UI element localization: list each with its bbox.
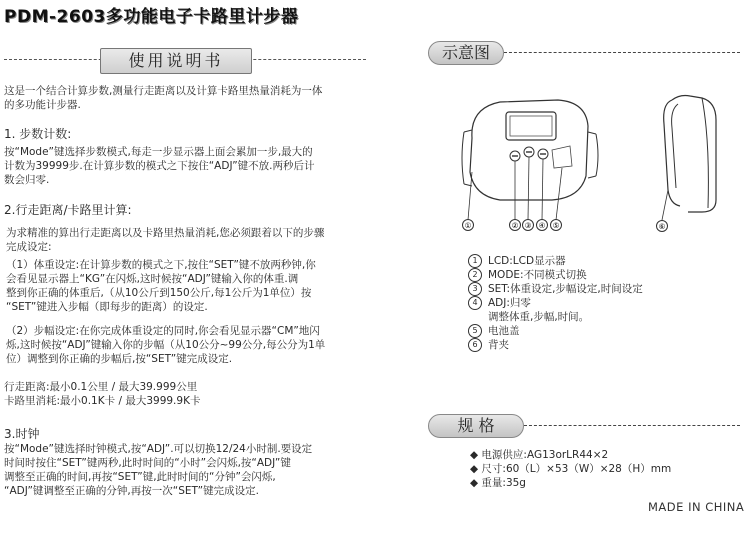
legend-text: ADJ:归零 调整体重,步幅,时间。	[488, 297, 590, 323]
section3-body: 按“Mode”键选择时钟模式,按“ADJ”.可以切换12/24小时制.要设定 时间时按住“SET”键两秒,此时时间的“小时”会闪烁,按“ADJ”键 调整至正确的时间,再按“SET”键,此时时间的“分钟”会闪烁, “ADJ”键调整至正确的分钟,再按一次“SET”键完成设定.	[4, 443, 313, 497]
legend-number: 1	[468, 254, 482, 268]
legend-text: SET:体重设定,步幅设定,时间设定	[488, 283, 643, 295]
callout-5: ⑤	[552, 221, 560, 230]
weight-setting-step: （1）体重设定:在计算步数的模式之下,按住“SET”键不放两秒钟,你 会看见显示器上“KG”在闪烁,这时候按“ADJ”键输入你的体重.调 整到你正确的体重后,（从10公斤到150公斤,每1公斤为1单位）按 “SET”键进入步幅（即每步的距离）的设定.	[6, 259, 316, 313]
callout-3: ③	[524, 221, 532, 230]
legend-item	[468, 282, 738, 296]
legend-number: 2	[468, 268, 482, 282]
legend-item	[468, 268, 738, 282]
legend-number: 3	[468, 282, 482, 296]
made-in-label: MADE IN CHINA	[648, 500, 745, 514]
diagram-header: 示意图	[428, 41, 504, 65]
legend-item	[468, 338, 738, 352]
specs-header-divider	[524, 425, 740, 426]
legend-number: 6	[468, 338, 482, 352]
adj-button-shape	[538, 149, 548, 159]
spec-power: ◆ 电源供应:AG13orLR44×2	[470, 449, 609, 461]
specs-header: 规 格	[428, 414, 524, 438]
callout-2: ②	[511, 221, 519, 230]
legend-text: 电池盖	[488, 325, 520, 337]
measurement-ranges: 行走距离:最小0.1公里 / 最大39.999公里 卡路里消耗:最小0.1K卡 / 最大3999.9K卡	[4, 381, 201, 407]
stride-setting-step: （2）步幅设定:在你完成体重设定的同时,你会看见显示器“CM”地闪 烁,这时候按“ADJ”键输入你的步幅（从10公分~99公分,每公分为1单 位）调整到你正确的步幅后,按“SET”键完成设定.	[6, 325, 326, 365]
legend-text: 背夹	[488, 339, 509, 351]
callout-1: ①	[464, 221, 472, 230]
mode-button-shape	[510, 151, 520, 161]
section1-body: 按“Mode”键选择步数模式,每走一步显示器上面会累加一步,最大的 计数为39999步.在计算步数的模式之下按住“ADJ”键不放.两秒后计 数会归零.	[4, 146, 315, 186]
section2-body: 为求精准的算出行走距离以及卡路里热量消耗,您必须跟着以下的步骤 完成设定:	[6, 227, 325, 253]
legend-item	[468, 254, 738, 268]
manual-header: 使用说明书	[100, 48, 252, 74]
legend-item	[468, 296, 738, 324]
callout-4: ④	[538, 221, 546, 230]
section3-title: 3.时钟	[4, 427, 40, 441]
set-button-shape	[524, 147, 534, 157]
legend-item	[468, 324, 738, 338]
legend-text: MODE:不同模式切换	[488, 269, 587, 281]
legend-text: LCD:LCD显示器	[488, 255, 566, 267]
diagram-header-divider	[504, 52, 740, 53]
pedometer-diagram	[440, 80, 740, 238]
diagram-legend	[468, 254, 738, 352]
callout-6: ⑥	[658, 222, 666, 231]
legend-number: 5	[468, 324, 482, 338]
intro-text: 这是一个结合计算步数,测量行走距离以及计算卡路里热量消耗为一体 的多功能计步器.	[4, 85, 323, 111]
section2-title: 2.行走距离/卡路里计算:	[4, 203, 132, 217]
document-title: PDM-2603多功能电子卡路里计步器	[4, 7, 299, 27]
spec-weight: ◆ 重量:35g	[470, 477, 526, 489]
spec-dimensions: ◆ 尺寸:60（L）×53（W）×28（H）mm	[470, 463, 672, 475]
specs-list	[470, 448, 740, 490]
legend-number: 4	[468, 296, 482, 310]
section1-title: 1. 步数计数:	[4, 127, 72, 141]
manual-header-bar	[0, 48, 370, 72]
